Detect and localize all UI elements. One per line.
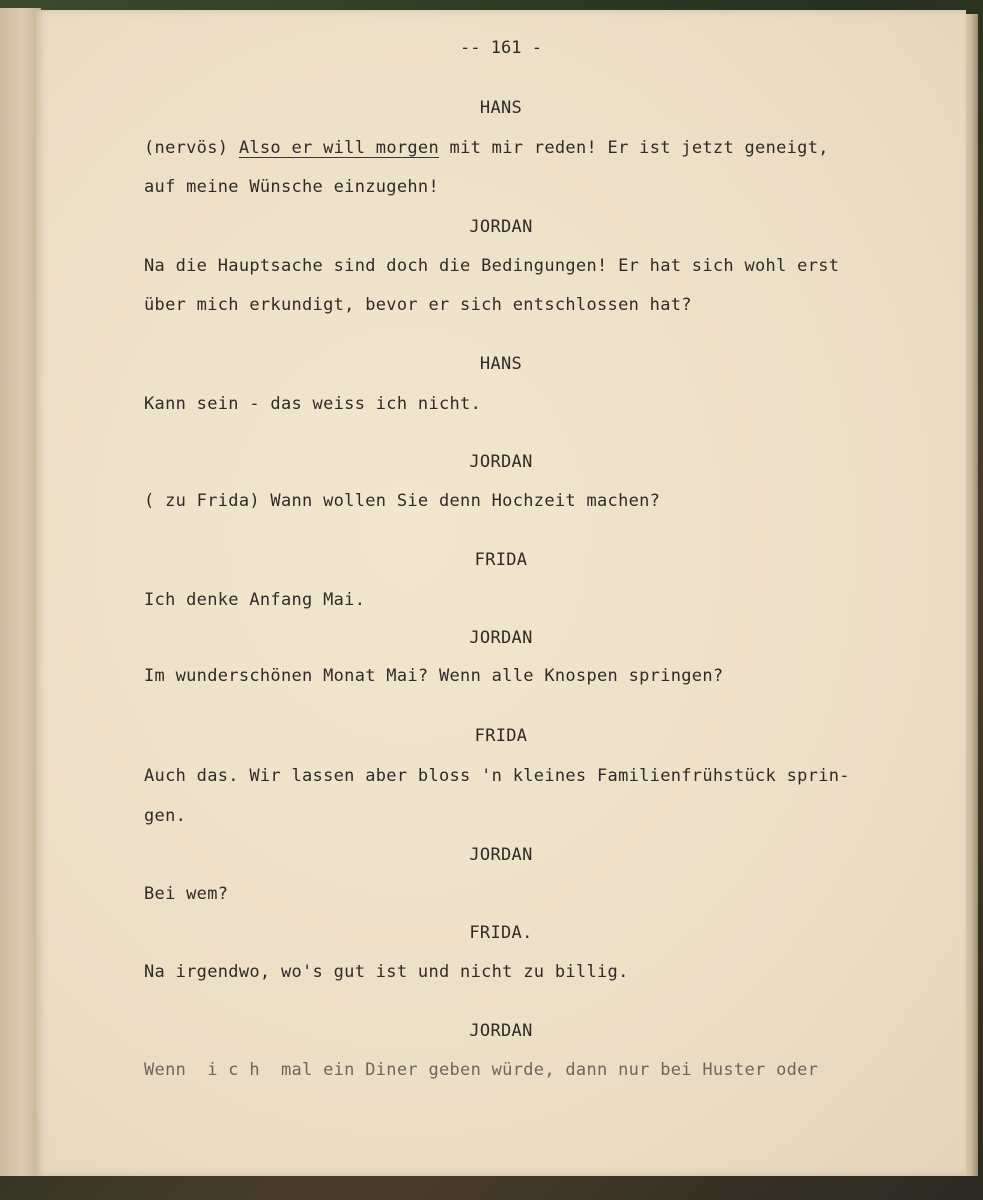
dialogue-line: Auch das. Wir lassen aber bloss 'n kleines Familienfrühstück sprin- [144, 766, 850, 786]
speaker-name: FRIDA [474, 550, 528, 570]
stage-direction: (nervös) [144, 138, 239, 158]
speaker-name: HANS [479, 354, 523, 374]
underlined-text: Also er will morgen [238, 138, 439, 158]
dialogue-line: Kann sein - das weiss ich nicht. [144, 394, 482, 414]
speaker-name: JORDAN [469, 452, 533, 472]
dialogue-line: Ich denke Anfang Mai. [144, 590, 366, 610]
dialogue-line: Na die Hauptsache sind doch die Bedingungen! Er hat sich wohl erst [144, 256, 840, 276]
book-binding [0, 8, 41, 1176]
dialogue-line [144, 138, 829, 158]
dialogue-line: Im wunderschönen Monat Mai? Wenn alle Knospen springen? [144, 666, 724, 686]
page-number: -- 161 - [460, 38, 542, 58]
dialogue-line: Wenn i c h mal ein Diner geben würde, dann nur bei Huster oder [144, 1060, 819, 1080]
speaker-name: FRIDA [474, 726, 528, 746]
speaker-name: JORDAN [469, 628, 533, 648]
dialogue-line: Bei wem? [144, 884, 229, 904]
dialogue-line: auf meine Wünsche einzugehn! [144, 177, 439, 197]
dialogue-line: ( zu Frida) Wann wollen Sie denn Hochzeit machen? [144, 491, 661, 511]
dialogue-line: über mich erkundigt, bevor er sich entschlossen hat? [144, 295, 692, 315]
speaker-name: FRIDA. [469, 923, 533, 943]
dialogue-line: Na irgendwo, wo's gut ist und nicht zu billig. [144, 962, 629, 982]
speaker-name: JORDAN [469, 217, 533, 237]
speaker-name: HANS [479, 98, 523, 118]
manuscript-page [36, 10, 966, 1176]
speaker-name: JORDAN [469, 845, 533, 865]
speaker-name: JORDAN [469, 1021, 533, 1041]
dialogue-line: gen. [144, 806, 187, 826]
dialogue-text: mit mir reden! Er ist jetzt geneigt, [439, 138, 829, 158]
